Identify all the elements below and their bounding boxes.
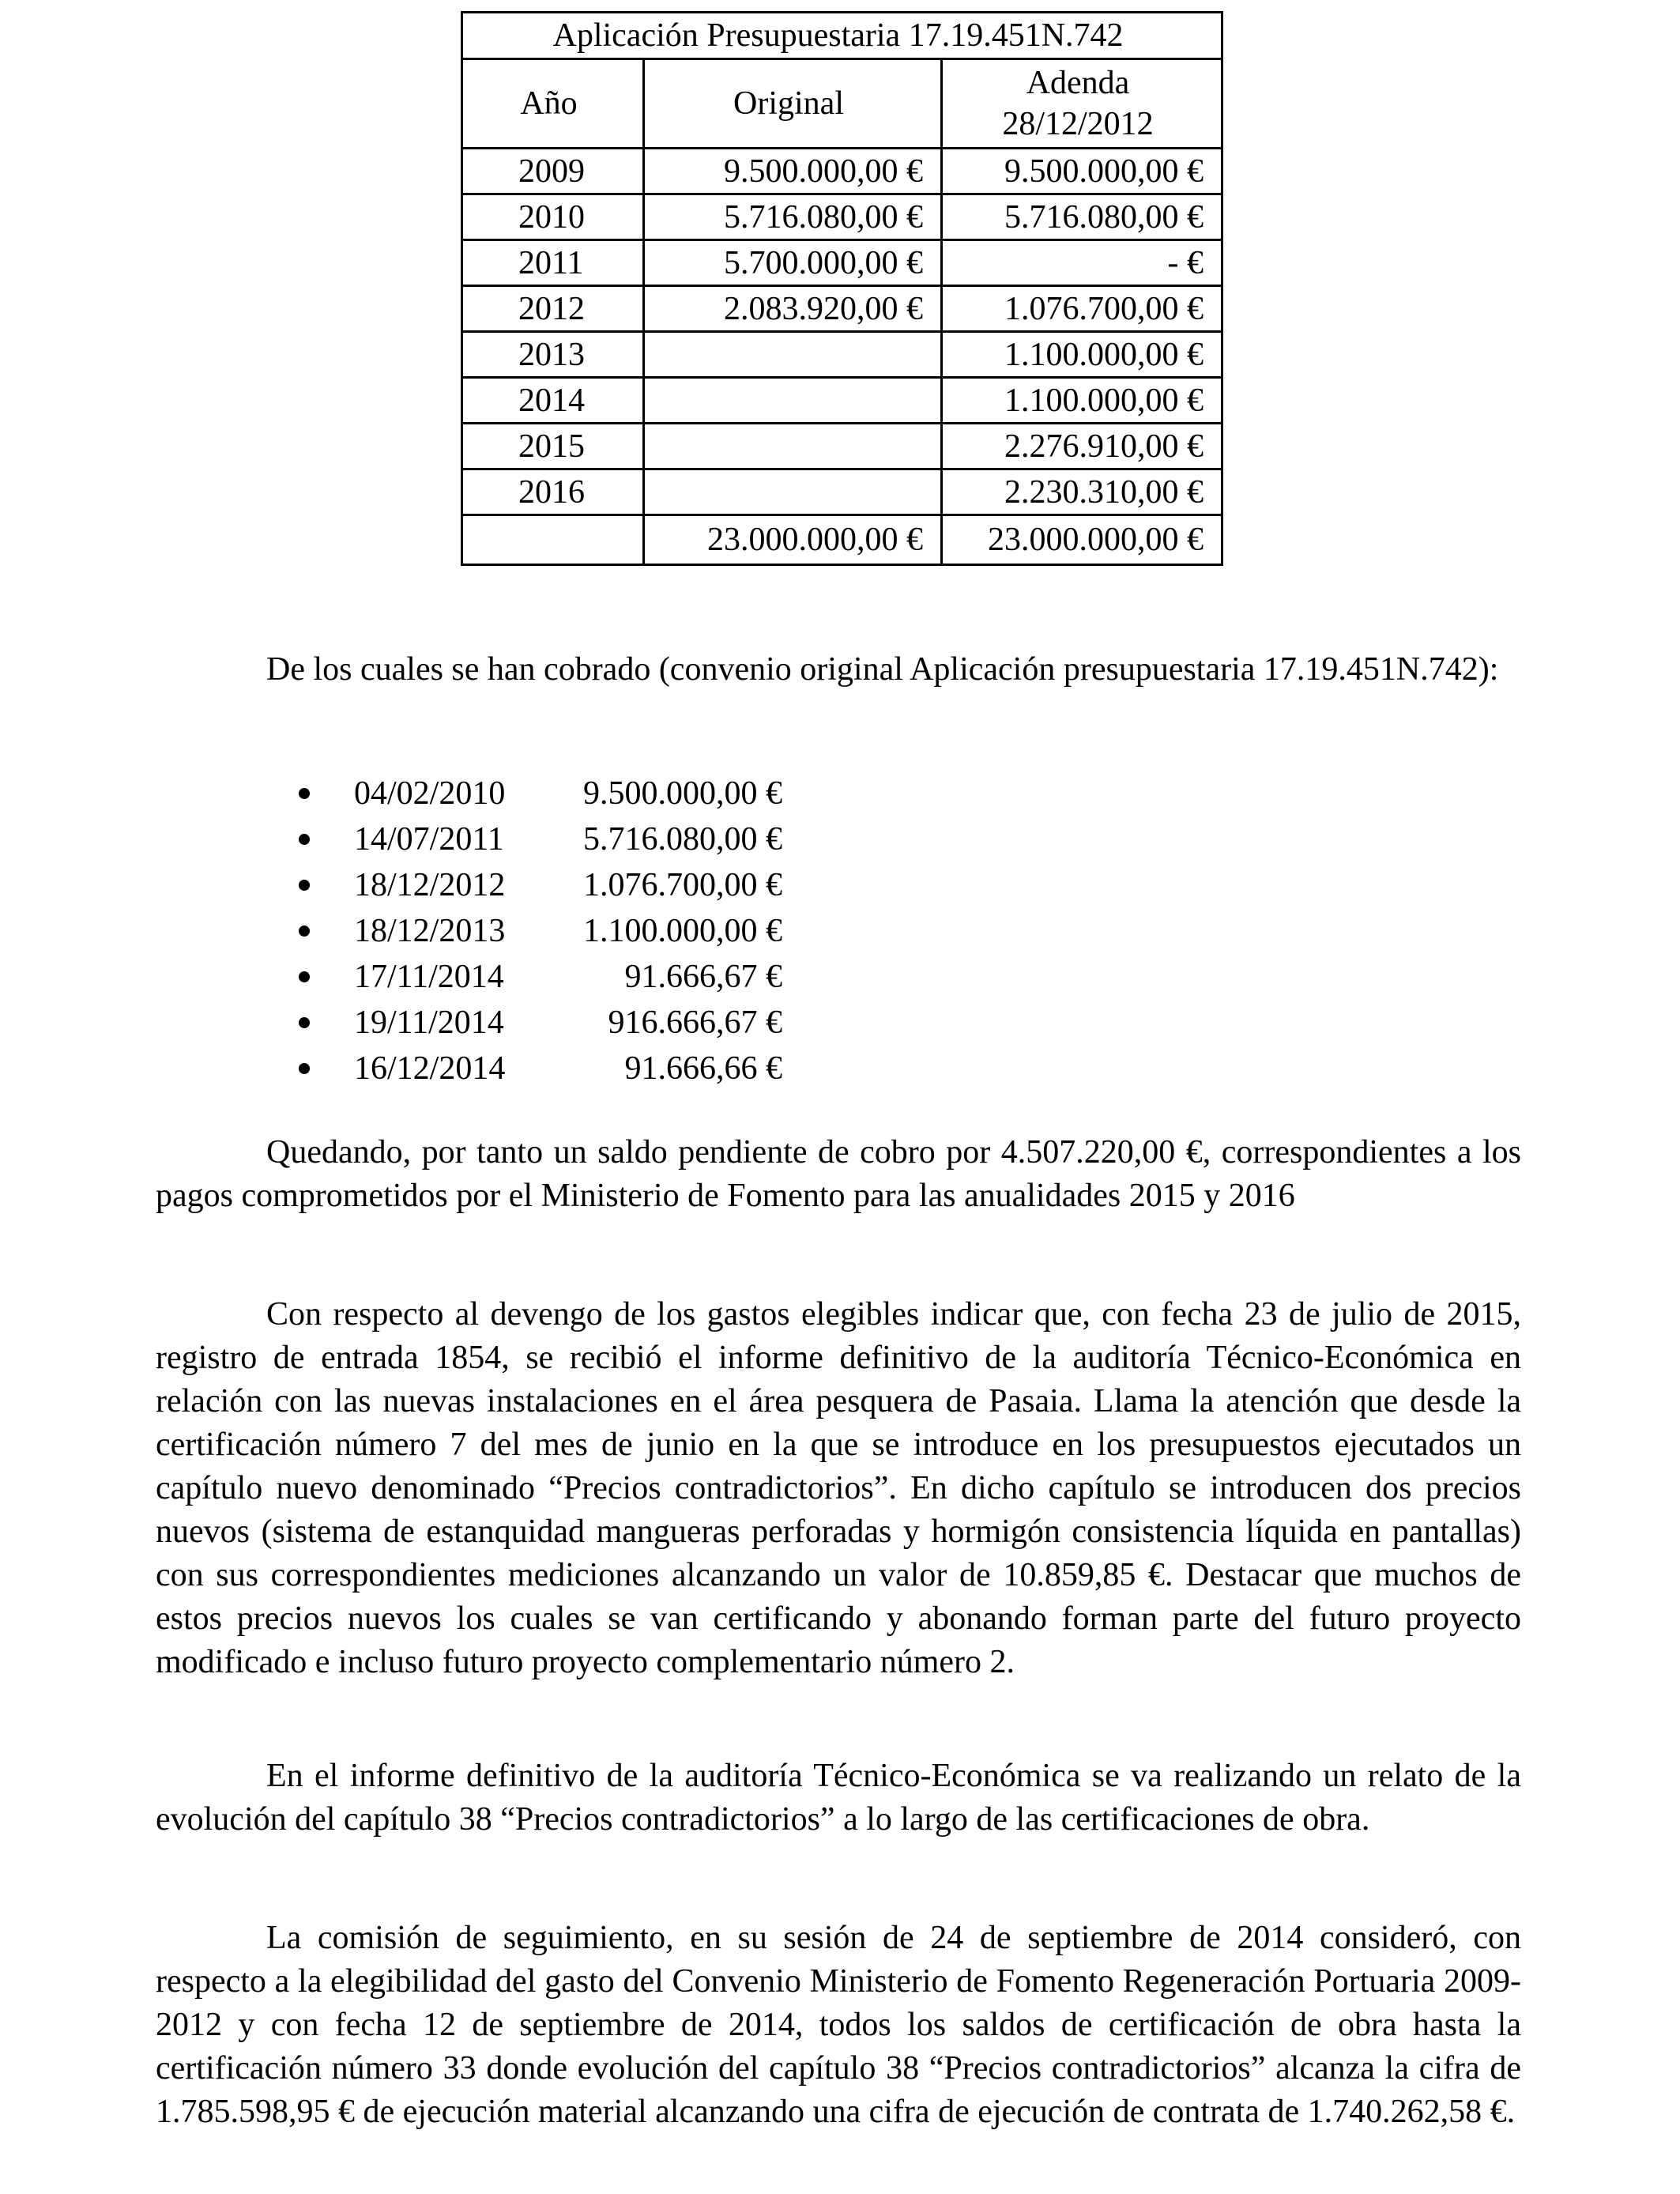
payment-date: 18/12/2012 [354,867,506,903]
payment-date: 17/11/2014 [354,959,504,995]
cell-year: 2013 [462,332,644,378]
cell-year: 2016 [462,469,644,515]
cell-year: 2015 [462,424,644,469]
payment-amount: 1.076.700,00 € [583,867,782,903]
paragraph-commission-text: La comisión de seguimiento, en su sesión de 24 de septiembre de 2014 consideró, con respecto a la elegibilidad del gasto del Convenio Ministerio de Fomento Regeneración Portuaria 2009-2012 y con fecha 12 de septiembre de 2014, todos los saldos de certificación de obra hasta la certificación número 33 donde evolución del capítulo 38 “Precios contradictorios” alcanza la cifra de 1.785.598,95 € de ejecución material alcanzando una cifra de ejecución de contrata de 1.740.262,58 €. [156,1920,1521,2130]
header-year: Año [462,59,644,149]
paragraph-accrual-text: Con respecto al devengo de los gastos elegibles indicar que, con fecha 23 de julio de 2015, registro de entrada 1854, se recibió el informe definitivo de la auditoría Técnico-Económica en relación con las nuevas instalaciones en el área pesquera de Pasaia. Llama la atención que desde la certificación número 7 del mes de junio en la que se introduce en los presupuestos ejecutados un capítulo nuevo denominado “Precios contradictorios”. En dicho capítulo se introducen dos precios nuevos (sistema de estanquidad mangueras perforadas y hormigón consistencia líquida en pantallas) con sus correspondientes mediciones alcanzando un valor de 10.859,85 €. Destacar que muchos de estos precios nuevos los cuales se van certificando y abonando forman parte del futuro proyecto modificado e incluso futuro proyecto complementario número 2. [156,1296,1521,1680]
cell-year: 2011 [462,240,644,286]
budget-table-row [462,332,1222,378]
cell-original: 5.700.000,00 € [644,240,942,286]
cell-original [644,332,942,378]
paragraph-pending [156,1131,1521,1218]
cell-addendum: 1.100.000,00 € [942,378,1222,424]
cell-original [644,378,942,424]
payment-item [299,816,782,862]
paragraph-collected-text: De los cuales se han cobrado (convenio original Aplicación presupuestaria 17.19.451N.742): [266,651,1499,688]
payment-date: 14/07/2011 [354,821,504,858]
cell-year: 2010 [462,194,644,240]
cell-original [644,469,942,515]
cell-addendum: 5.716.080,00 € [942,194,1222,240]
bullet-icon [299,834,310,845]
payment-date: 19/11/2014 [354,1005,504,1041]
payment-item [299,1000,782,1046]
header-original: Original [644,59,942,149]
payment-item [299,1046,782,1091]
payment-amount: 91.666,67 € [624,959,782,995]
cell-original: 9.500.000,00 € [644,149,942,194]
payment-amount: 916.666,67 € [608,1005,782,1041]
header-addendum [942,59,1222,149]
payments-list [299,771,782,1091]
bullet-icon [299,1017,310,1028]
budget-table-total-row [462,515,1222,565]
budget-table-row [462,424,1222,469]
bullet-icon [299,1063,310,1074]
payment-date: 16/12/2014 [354,1050,506,1087]
payment-item [299,908,782,954]
total-addendum: 23.000.000,00 € [942,515,1222,565]
budget-table-row [462,240,1222,286]
budget-table-row [462,286,1222,332]
paragraph-commission [156,1917,1521,2134]
cell-year: 2014 [462,378,644,424]
paragraph-pending-text: Quedando, por tanto un saldo pendiente de cobro por 4.507.220,00 €, correspondientes a los pagos comprometidos por el Ministerio de Fomento para las anualidades 2015 y 2016 [156,1134,1521,1214]
budget-table-row [462,149,1222,194]
budget-table-caption-row [462,13,1222,59]
cell-year: 2009 [462,149,644,194]
budget-table-body [462,13,1222,565]
bullet-icon [299,925,310,937]
bullet-icon [299,788,310,799]
paragraph-audit-text: En el informe definitivo de la auditoría Técnico-Económica se va realizando un relato de la evolución del capítulo 38 “Precios contradictorios” a lo largo de las certificaciones de obra. [156,1758,1521,1838]
cell-addendum: 2.276.910,00 € [942,424,1222,469]
cell-addendum: 2.230.310,00 € [942,469,1222,515]
payment-item [299,862,782,908]
bullet-icon [299,971,310,982]
payment-amount: 91.666,66 € [624,1050,782,1087]
cell-addendum: 1.076.700,00 € [942,286,1222,332]
payment-item [299,771,782,816]
total-year [462,515,644,565]
cell-addendum: 9.500.000,00 € [942,149,1222,194]
payment-date: 04/02/2010 [354,775,506,812]
payment-item [299,954,782,1000]
paragraph-accrual [156,1293,1521,1684]
payment-amount: 5.716.080,00 € [583,821,782,858]
budget-table-row [462,469,1222,515]
cell-original [644,424,942,469]
payment-date: 18/12/2013 [354,913,506,949]
cell-original: 2.083.920,00 € [644,286,942,332]
cell-original: 5.716.080,00 € [644,194,942,240]
budget-table-header-row [462,59,1222,149]
budget-table-row [462,194,1222,240]
header-addendum-line2: 28/12/2012 [1002,106,1154,142]
payment-amount: 1.100.000,00 € [583,913,782,949]
cell-addendum: - € [942,240,1222,286]
header-addendum-line1: Adenda [1026,65,1130,101]
budget-table-caption: Aplicación Presupuestaria 17.19.451N.742 [462,13,1222,59]
paragraph-audit [156,1755,1521,1842]
cell-addendum: 1.100.000,00 € [942,332,1222,378]
bullet-icon [299,880,310,891]
budget-table [461,11,1223,566]
cell-year: 2012 [462,286,644,332]
budget-table-row [462,378,1222,424]
paragraph-collected [156,648,1521,692]
total-original: 23.000.000,00 € [644,515,942,565]
payment-amount: 9.500.000,00 € [583,775,782,812]
